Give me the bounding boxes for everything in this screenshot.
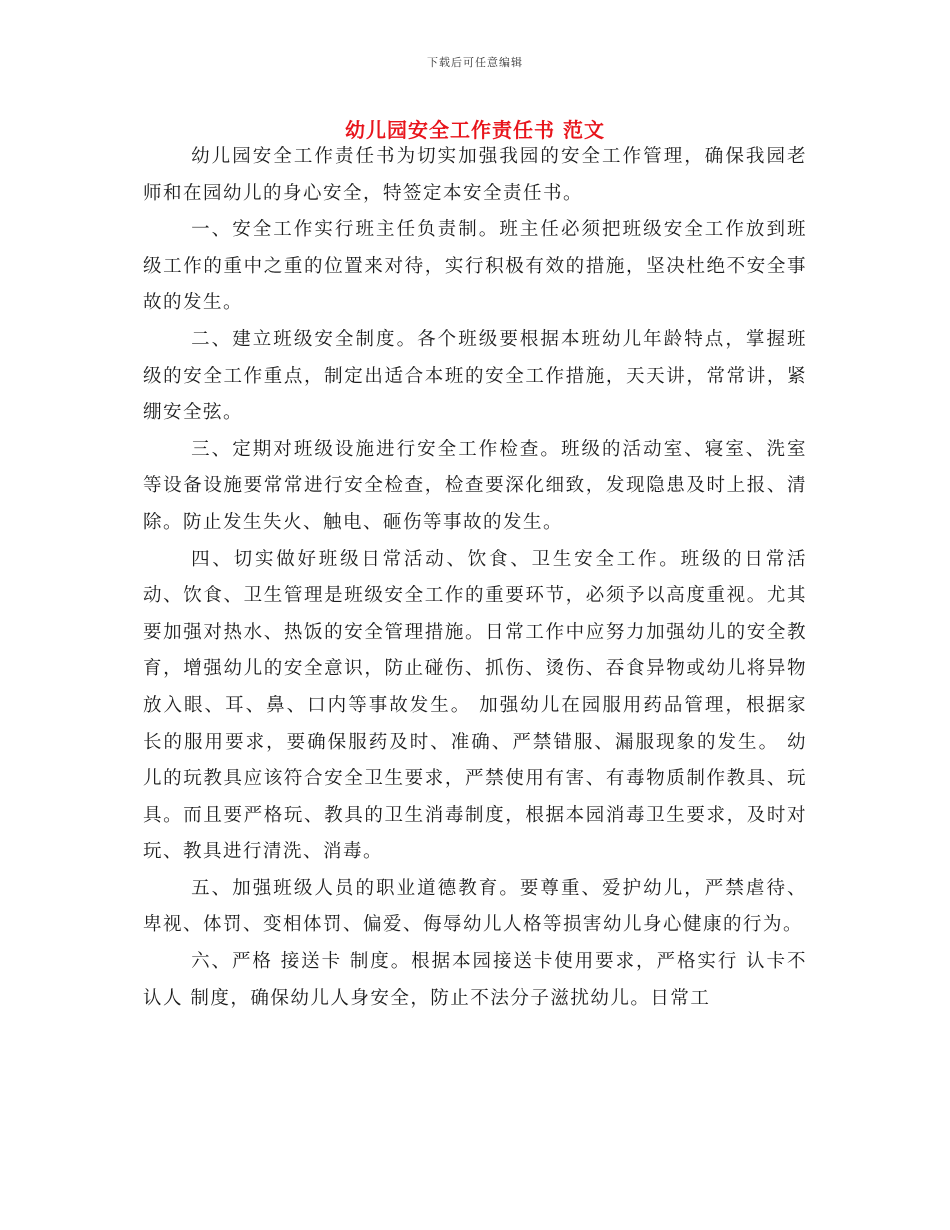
document-title: 幼儿园安全工作责任书 范文 (345, 118, 605, 142)
paragraph-1: 一、安全工作实行班主任负责制。班主任必须把班级安全工作放到班级工作的重中之重的位置来对待，实行积极有效的措施，坚决杜绝不安全事故的发生。 (143, 219, 807, 314)
paragraph-6: 六、严格 接送卡 制度。根据本园接送卡使用要求，严格实行 认卡不认人 制度，确保幼儿人身安全，防止不法分子滋扰幼儿。日常工 (143, 951, 807, 1009)
document-body (143, 139, 807, 1017)
header-note: 下载后可任意编辑 (427, 56, 523, 69)
paragraph-2: 二、建立班级安全制度。各个班级要根据本班幼儿年龄特点，掌握班级的安全工作重点，制定出适合本班的安全工作措施，天天讲，常常讲，紧绷安全弦。 (143, 328, 807, 424)
paragraph-5: 五、加强班级人员的职业道德教育。要尊重、爱护幼儿，严禁虐待、卑视、体罚、变相体罚、偏爱、侮辱幼儿人格等损害幼儿身心健康的行为。 (143, 877, 807, 936)
paragraph-3: 三、定期对班级设施进行安全工作检查。班级的活动室、寝室、洗室等设备设施要常常进行安全检查，检查要深化细致，发现隐患及时上报、清除。防止发生失火、触电、砸伤等事故的发生。 (143, 438, 807, 533)
paragraph-4: 四、切实做好班级日常活动、饮食、卫生安全工作。班级的日常活动、饮食、卫生管理是班级安全工作的重要环节，必须予以高度重视。尤其要加强对热水、热饭的安全管理措施。日常工作中应努力加强幼儿的安全教育，增强幼儿的安全意识，防止碰伤、抓伤、烫伤、吞食异物或幼儿将异物放入眼、耳、鼻、口内等事故发生。 加强幼儿在园服用药品管理，根据家长的服用要求，要确保服药及时、准确、严禁错服、漏服现象的发生。 幼儿的玩教具应该符合安全卫生要求，严禁使用有害、有毒物质制作教具、玩具。而且要严格玩、教具的卫生消毒制度，根据本园消毒卫生要求，及时对玩、教具进行清洗、消毒。 (143, 548, 807, 863)
paragraph-intro: 幼儿园安全工作责任书为切实加强我园的安全工作管理，确保我园老师和在园幼儿的身心安全，特签定本安全责任书。 (143, 146, 807, 204)
